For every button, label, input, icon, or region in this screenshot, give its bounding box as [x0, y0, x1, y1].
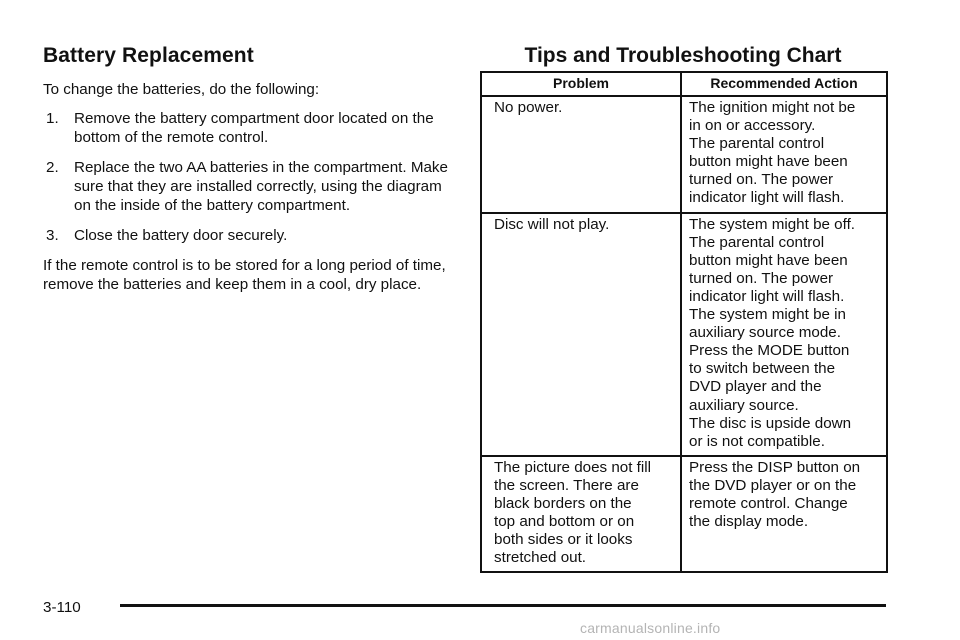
cell-line: The ignition might not be: [689, 99, 856, 116]
cell-line: The disc is upside down: [689, 414, 852, 432]
battery-step: [43, 226, 453, 245]
cell-line: The system might be off.: [689, 215, 856, 233]
action-cell: [681, 96, 887, 213]
troubleshooting-table: [480, 71, 888, 573]
column-header-problem: Problem: [481, 72, 681, 96]
cell-line: turned on. The power: [689, 171, 834, 189]
cell-line: auxiliary source.: [689, 396, 799, 414]
cell-line: or is not compatible.: [689, 432, 825, 450]
cell-line: both sides or it looks: [494, 531, 633, 549]
table-row: [481, 213, 887, 456]
problem-cell: [481, 96, 681, 213]
footer-rule: [120, 604, 886, 607]
cell-line: No power.: [494, 99, 563, 116]
table-row: [481, 456, 887, 573]
battery-storage-note: If the remote control is to be stored for a long period of time, remove the batteries and keep them in a cool, dry place.: [43, 257, 446, 293]
battery-step: [43, 109, 453, 147]
cell-line: top and bottom or on: [494, 513, 635, 531]
cell-line: to switch between the: [689, 360, 836, 378]
cell-line: in on or accessory.: [689, 117, 816, 135]
cell-line: the display mode.: [689, 513, 809, 531]
step-number: 1.: [46, 110, 59, 127]
battery-heading: Battery Replacement: [43, 44, 254, 67]
cell-line: Disc will not play.: [494, 215, 610, 233]
tips-heading: Tips and Troubleshooting Chart: [524, 44, 842, 67]
cell-line: The parental control: [689, 135, 825, 153]
cell-line: turned on. The power: [689, 269, 834, 287]
problem-cell: [481, 456, 681, 573]
cell-line: indicator light will flash.: [689, 189, 845, 207]
action-cell: [681, 456, 887, 573]
table-header-row: [481, 72, 887, 96]
cell-line: Press the MODE button: [689, 342, 850, 360]
battery-section: [43, 44, 453, 304]
cell-line: the DVD player or on the: [689, 476, 857, 494]
cell-line: Press the DISP button on: [689, 458, 861, 476]
cell-line: auxiliary source mode.: [689, 324, 841, 342]
watermark: carmanualsonline.info: [580, 620, 721, 636]
cell-line: remote control. Change: [689, 494, 848, 512]
battery-intro: To change the batteries, do the following:: [43, 81, 320, 98]
cell-line: button might have been: [689, 251, 848, 269]
tips-section: [480, 44, 886, 573]
battery-step: [43, 158, 453, 215]
page-number: 3-110: [43, 599, 81, 616]
action-cell: [681, 213, 887, 456]
step-text: Replace the two AA batteries in the compartment. Make sure that they are installed correctly, using the diagram on the inside of the battery compartment.: [74, 159, 448, 214]
table-body: [481, 96, 887, 572]
cell-line: button might have been: [689, 153, 848, 171]
cell-line: the screen. There are: [494, 476, 639, 494]
column-header-action: Recommended Action: [681, 72, 887, 96]
cell-line: stretched out.: [494, 549, 587, 567]
step-number: 3.: [46, 227, 59, 244]
problem-cell: [481, 213, 681, 456]
cell-line: indicator light will flash.: [689, 287, 845, 305]
cell-line: DVD player and the: [689, 378, 822, 396]
battery-steps: [43, 109, 453, 245]
cell-line: black borders on the: [494, 494, 632, 512]
cell-line: The parental control: [689, 233, 825, 251]
table-row: [481, 96, 887, 213]
step-number: 2.: [46, 159, 59, 176]
step-text: Remove the battery compartment door located on the bottom of the remote control.: [74, 110, 434, 146]
cell-line: The picture does not fill: [494, 458, 652, 476]
step-text: Close the battery door securely.: [74, 227, 288, 244]
cell-line: The system might be in: [689, 306, 846, 324]
